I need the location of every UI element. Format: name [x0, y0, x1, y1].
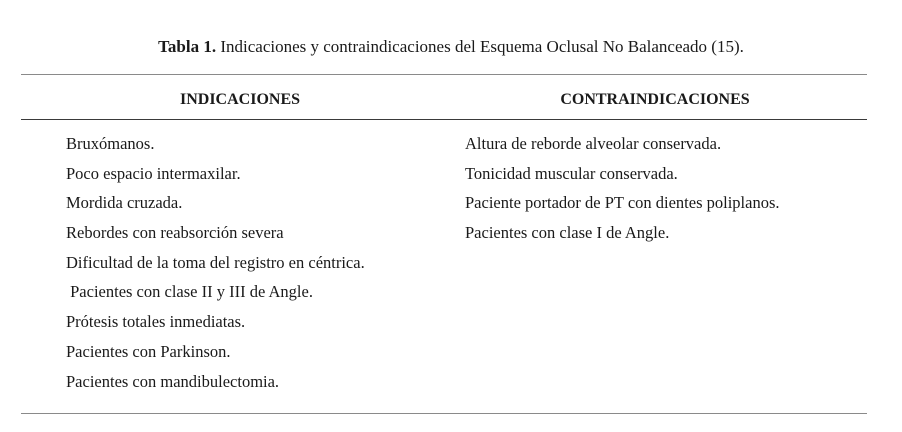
contraindications-list	[465, 133, 780, 252]
contraindication-item: Paciente portador de PT con dientes poliplanos.	[465, 193, 780, 213]
table-bottom-rule	[21, 413, 867, 414]
table-caption	[0, 36, 902, 58]
table-header-rule	[21, 119, 867, 120]
header-contraindications: CONTRAINDICACIONES	[560, 91, 750, 108]
indication-item: Dificultad de la toma del registro en céntrica.	[66, 252, 365, 272]
header-indications: INDICACIONES	[179, 91, 301, 108]
indication-item: Prótesis totales inmediatas.	[66, 312, 246, 332]
indication-item: Pacientes con mandibulectomia.	[66, 371, 280, 391]
contraindication-item: Tonicidad muscular conservada.	[465, 163, 678, 183]
indication-item: Poco espacio intermaxilar.	[66, 163, 241, 183]
table-top-rule	[21, 74, 867, 75]
indication-item: Pacientes con clase II y III de Angle.	[66, 282, 313, 302]
indication-item: Pacientes con Parkinson.	[66, 341, 231, 361]
caption-text: Indicaciones y contraindicaciones del Esquema Oclusal No Balanceado (15).	[216, 37, 744, 56]
contraindication-item: Pacientes con clase I de Angle.	[465, 223, 670, 243]
contraindication-item: Altura de reborde alveolar conservada.	[465, 134, 722, 153]
caption-label: Tabla 1.	[158, 37, 217, 56]
indication-item: Bruxómanos.	[66, 134, 155, 153]
indication-item: Rebordes con reabsorción severa	[66, 223, 284, 243]
indication-item: Mordida cruzada.	[66, 193, 183, 213]
indications-list	[66, 133, 365, 400]
